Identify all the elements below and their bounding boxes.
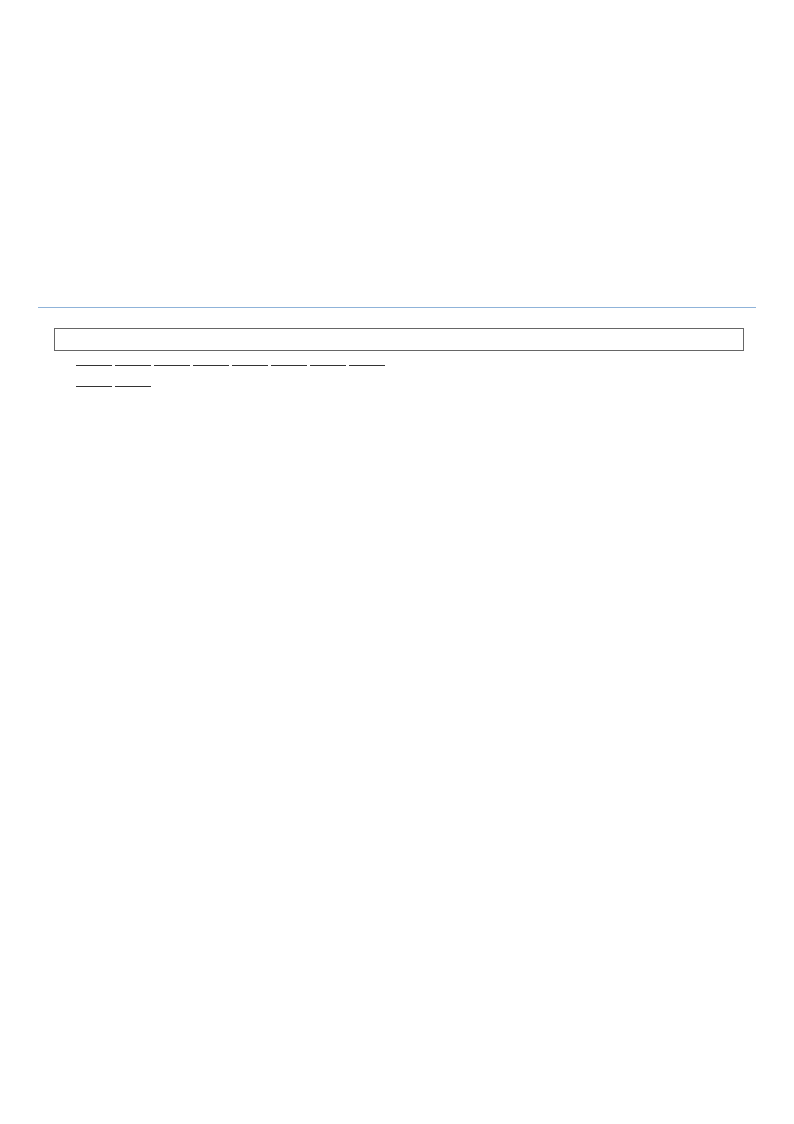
- word-bank-box: [54, 328, 744, 351]
- blank-10[interactable]: [115, 386, 151, 387]
- blank-7[interactable]: [310, 365, 346, 366]
- blank-6[interactable]: [271, 365, 307, 366]
- blank-5[interactable]: [232, 365, 268, 366]
- blank-8[interactable]: [349, 365, 385, 366]
- passage-paragraph-1: [54, 353, 744, 374]
- answer-analysis-block: [66, 597, 746, 607]
- blank-1[interactable]: [76, 365, 112, 366]
- blank-9[interactable]: [76, 386, 112, 387]
- cloze-question: [54, 324, 744, 395]
- passage-paragraph-2: [54, 374, 744, 395]
- blank-3[interactable]: [154, 365, 190, 366]
- blank-4[interactable]: [193, 365, 229, 366]
- blank-2[interactable]: [115, 365, 151, 366]
- passage: [54, 353, 744, 395]
- section-divider: [38, 307, 756, 308]
